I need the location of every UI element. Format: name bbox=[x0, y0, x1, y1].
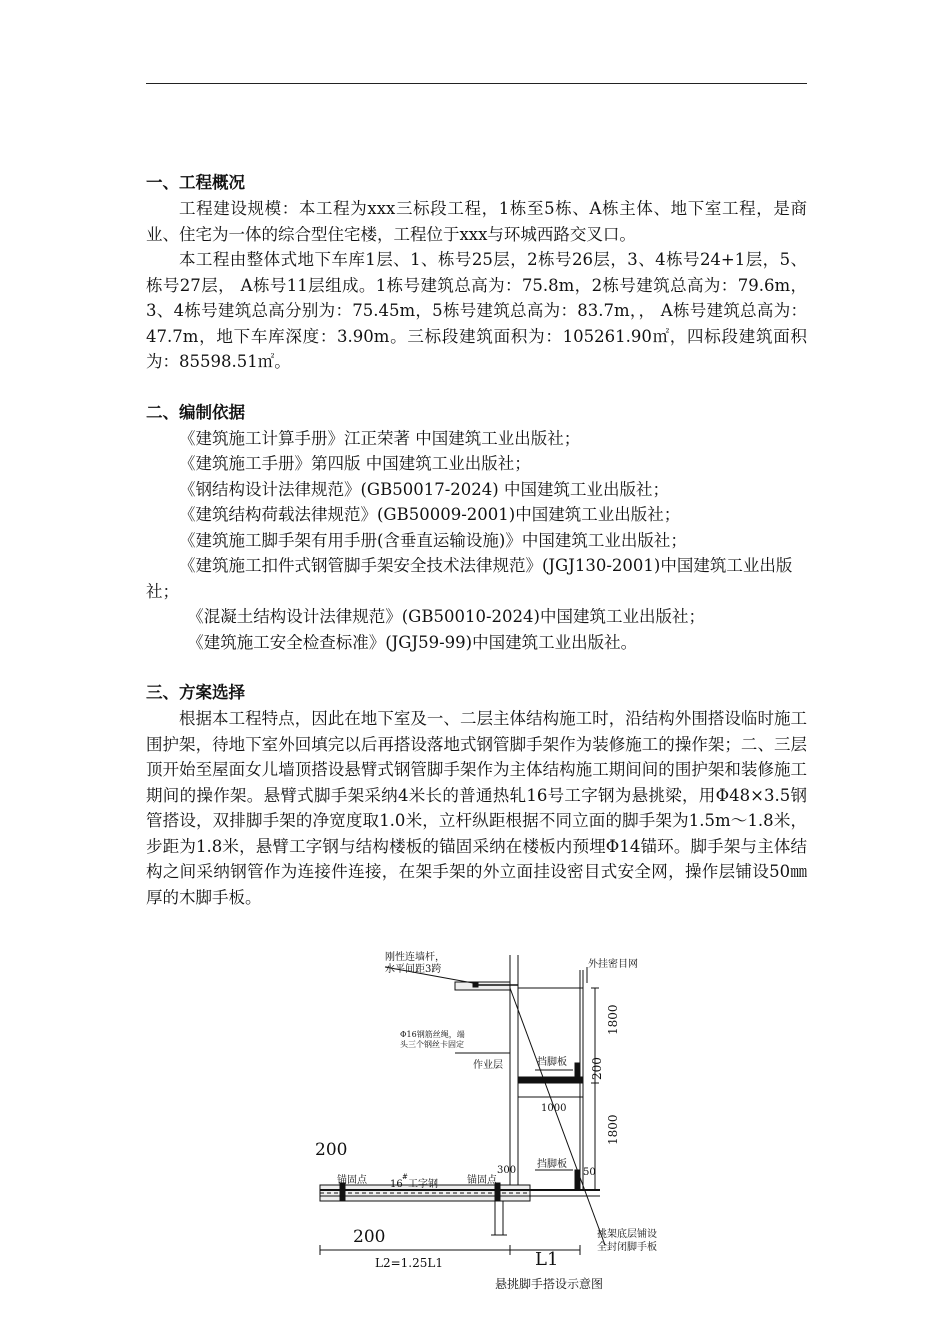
reference-item: 《混凝土结构设计法律规范》(GB50010-2024)中国建筑工业出版社； bbox=[187, 607, 705, 626]
dim-l2: L2=1.25L1 bbox=[375, 1256, 443, 1270]
paragraph: 工程建设规模：本工程为xxx三标段工程，1栋至5栋、A栋主体、地下室工程，是商业、住宅为一体的综合型住宅楼，工程位于xxx与环城西路交叉口。 bbox=[146, 199, 807, 244]
reference-item: 《建筑施工手册》第四版 中国建筑工业出版社； bbox=[179, 454, 531, 473]
section-scheme bbox=[146, 680, 807, 910]
label-ibeam-suffix: 工字钢 bbox=[408, 1179, 438, 1190]
dim-50: 50 bbox=[583, 1167, 596, 1178]
label-wire-rope-clamp: 头三个钢丝卡固定 bbox=[400, 1040, 464, 1049]
section-heading: 二、编制依据 bbox=[146, 402, 245, 422]
label-anchor-left: 锚固点 bbox=[337, 1175, 367, 1186]
label-base-board: 挑架底层铺设 bbox=[597, 1229, 657, 1240]
reference-item: 《建筑施工计算手册》江正荣著 中国建筑工业出版社； bbox=[179, 428, 581, 448]
reference-item: 《建筑结构荷载法律规范》(GB50009-2001)中国建筑工业出版社； bbox=[179, 505, 681, 524]
reference-item: 《建筑施工脚手架有用手册(含垂直运输设施)》中国建筑工业出版社； bbox=[179, 530, 687, 550]
label-wire-rope: Φ16钢筋丝绳，端 bbox=[400, 1030, 465, 1039]
reference-item: 《建筑施工安全检查标准》(JGJ59-99)中国建筑工业出版社。 bbox=[187, 632, 638, 652]
dim-200-bottom: 200 bbox=[353, 1227, 386, 1247]
label-ibeam: 16 bbox=[390, 1179, 403, 1190]
reference-item: 《建筑施工扣件式钢管脚手架安全技术法律规范》(JGJ130-2001)中国建筑工业出版社； bbox=[146, 556, 793, 601]
label-toe-board-upper: 挡脚板 bbox=[537, 1057, 567, 1068]
label-tie-rod: 刚性连墙杆， bbox=[385, 952, 445, 963]
dim-1000: 1000 bbox=[541, 1103, 567, 1114]
label-base-board-closed: 全封闭脚手板 bbox=[597, 1242, 657, 1253]
dim-1800-upper: 1800 bbox=[606, 1004, 620, 1035]
reference-item: 《钢结构设计法律规范》(GB50017-2024) 中国建筑工业出版社； bbox=[179, 479, 669, 499]
dim-1800-lower: 1800 bbox=[606, 1114, 620, 1145]
section-heading: 一、工程概况 bbox=[146, 173, 245, 192]
figure-caption: 悬挑脚手搭设示意图 bbox=[495, 1277, 604, 1291]
header-rule bbox=[146, 83, 807, 84]
dim-l1: L1 bbox=[535, 1249, 559, 1270]
document-body bbox=[146, 170, 807, 910]
dim-200-top: 200 bbox=[315, 1140, 348, 1160]
label-tie-rod-spacing: 水平间距3跨 bbox=[385, 964, 442, 975]
paragraph: 本工程由整体式地下车库1层、1、栋号25层，2栋号26层，3、4栋号24+1层，5、栋号27层， A栋号11层组成。1栋号建筑总高为：75.8m，2栋号建筑总高为：79.6m，3、4栋号建筑总高分别为：75.45m，5栋号建筑总高为：83.7m，， A栋号建筑总高为：47.7m，地下车库深度：3.90m。三标段建筑面积为：105261.90㎡，四标段建筑面积为：85598.51㎡。 bbox=[146, 250, 807, 371]
section-overview bbox=[146, 170, 807, 375]
label-ibeam-sup: # bbox=[402, 1173, 408, 1181]
label-anchor-right: 锚固点 bbox=[467, 1175, 497, 1186]
label-safety-net: 外挂密目网 bbox=[588, 959, 638, 970]
section-basis bbox=[146, 400, 807, 656]
paragraph: 根据本工程特点，因此在地下室及一、二层主体结构施工时，沿结构外围搭设临时施工围护架，待地下室外回填完以后再搭设落地式钢管脚手架作为装修施工的操作架；二、三层顶开始至屋面女儿墙顶搭设悬臂式钢管脚手架作为主体结构施工期间间的围护架和装修施工期间的操作架。悬臂式脚手架采纳4米长的普通热轧16号工字钢为悬挑梁，用Φ48×3.5钢管搭设，双排脚手架的净宽度取1.0米，立杆纵距根据不同立面的脚手架为1.5m～1.8米，步距为1.8米，悬臂工字钢与结构楼板的锚固采纳在楼板内预埋Φ14锚环。脚手架与主体结构之间采纳钢管作为连接件连接，在架手架的外立面挂设密目式安全网，操作层铺设50㎜厚的木脚手板。 bbox=[146, 709, 807, 907]
label-toe-board-lower: 挡脚板 bbox=[537, 1159, 567, 1170]
scaffold-diagram-svg bbox=[305, 945, 710, 1300]
dim-200-side: 200 bbox=[590, 1057, 604, 1080]
section-heading: 三、方案选择 bbox=[146, 683, 245, 702]
scaffold-diagram bbox=[305, 945, 710, 1300]
dim-300: 300 bbox=[497, 1165, 517, 1176]
label-working-layer: 作业层 bbox=[473, 1060, 503, 1071]
